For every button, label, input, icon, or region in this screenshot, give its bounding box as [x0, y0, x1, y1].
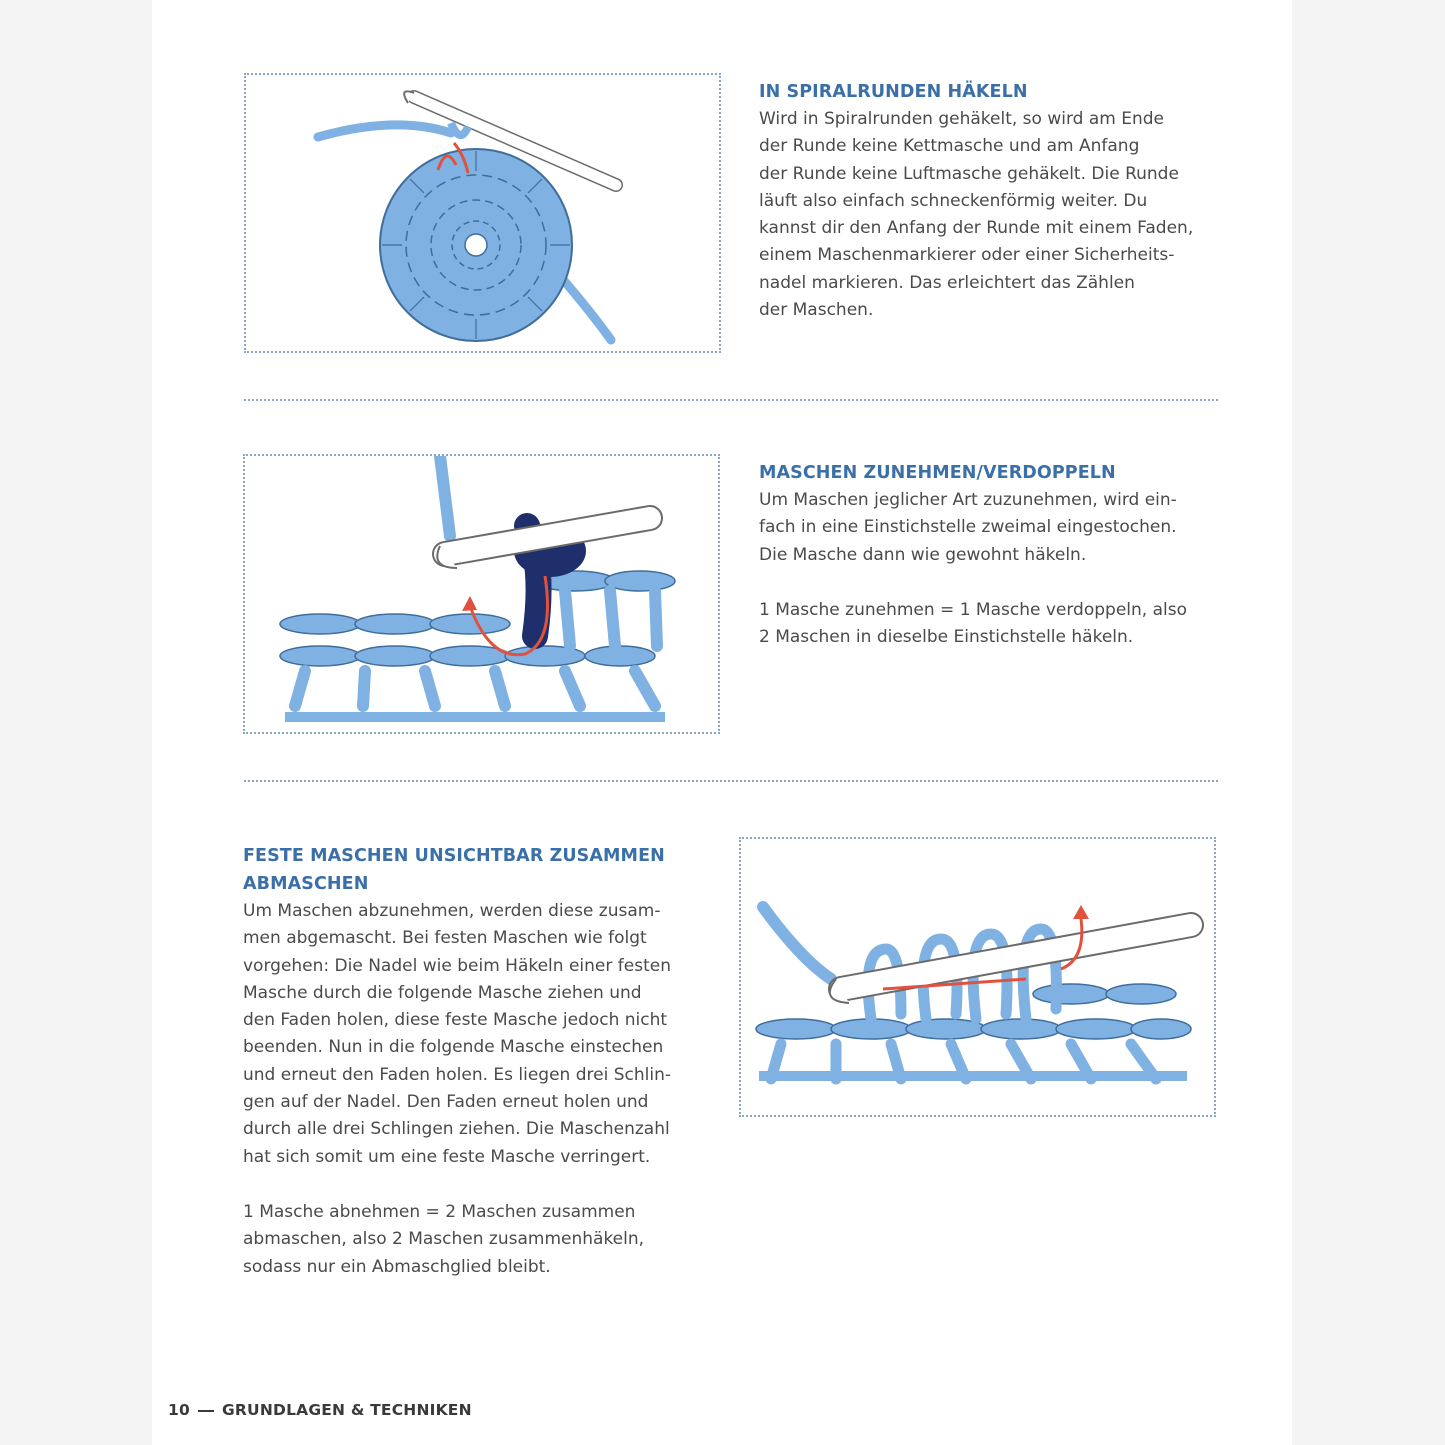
- spiral-round-illustration: [244, 73, 721, 353]
- page-number: 10: [168, 1401, 190, 1419]
- chapter-title: GRUNDLAGEN & TECHNIKEN: [221, 1401, 472, 1419]
- spiral-round-drawing: [246, 75, 719, 351]
- section-heading-spiral: IN SPIRALRUNDEN HÄKELN: [759, 82, 1028, 102]
- decrease-stitch-drawing: [741, 839, 1214, 1115]
- section-body-increase: Um Maschen jeglicher Art zuzunehmen, wird ein- fach in eine Einstichstelle zweimal eingestochen. Die Masche dann wie gewohnt häkeln.: [759, 490, 1177, 565]
- section-body-spiral: Wird in Spiralrunden gehäkelt, so wird am Ende der Runde keine Kettmasche und am Anfang der Runde keine Luftmasche gehäkelt. Die Runde läuft also einfach schneckenförmig weiter. Du kannst dir den Anfang der Runde mit einem Faden, einem Maschenmarkierer oder einer Sicherheits- nadel markieren. Das erleichtert das Zählen der Maschen.: [759, 109, 1194, 321]
- section-note-decrease: 1 Masche abnehmen = 2 Maschen zusammen abmaschen, also 2 Maschen zusammenhäkeln, sodass nur ein Abmaschglied bleibt.: [243, 1202, 645, 1277]
- section-heading-decrease: FESTE MASCHEN UNSICHTBAR ZUSAMMEN ABMASCHEN: [243, 846, 665, 894]
- section-body-decrease: Um Maschen abzunehmen, werden diese zusam- men abgemascht. Bei festen Maschen wie folgt vorgehen: Die Nadel wie beim Häkeln einer festen Masche durch die folgende Masche ziehen und den Faden holen, diese feste Masche jedoch nicht beenden. Nun in die folgende Masche einstechen und erneut den Faden holen. Es liegen drei Schlin- gen auf der Nadel. Den Faden erneut holen und durch alle drei Schlingen ziehen. Die Maschenzahl hat sich somit um eine feste Masche verringert.: [243, 901, 671, 1167]
- decrease-stitch-illustration: [739, 837, 1216, 1117]
- section-divider: [244, 780, 1218, 782]
- increase-stitch-drawing: [245, 456, 718, 732]
- increase-stitch-illustration: [243, 454, 720, 734]
- page-footer: [168, 1401, 472, 1419]
- footer-dash: [198, 1410, 214, 1412]
- section-heading-increase: MASCHEN ZUNEHMEN/VERDOPPELN: [759, 463, 1116, 483]
- section-divider: [244, 399, 1218, 401]
- section-note-increase: 1 Masche zunehmen = 1 Masche verdoppeln, also 2 Maschen in dieselbe Einstichstelle häkeln.: [759, 600, 1187, 648]
